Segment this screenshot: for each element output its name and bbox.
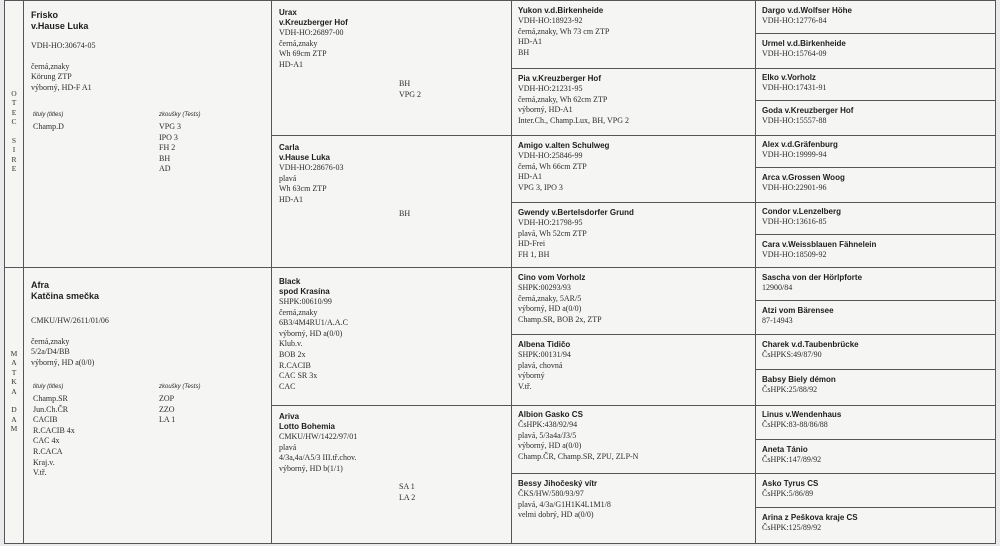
gen3-cell: Pia v.Kreuzberger Hof VDH-HO:21231-95 černá,znaky, Wh 62cm ZTP výborný, HD-A1 Inter.Ch., Champ.Lux, BH, VPG 2	[518, 74, 629, 125]
gen3-cell: Albion Gasko CS ČsHPK:438/92/94 plavá, 5/3a4a/J3/5 výborný, HD a(0/0) Champ.ČR, Champ.SR, ZPU, ZLP-N	[518, 410, 639, 461]
dam-line: černá,znaky	[31, 336, 70, 346]
sire-kennel: v.Hause Luka	[31, 21, 89, 31]
gen3-cell: Bessy Jihočeský vítr ČKS/HW/580/93/97 plavá, 4/3a/G1H1K4L1M1/8 velmi dobrý, HD a(0/0)	[518, 479, 611, 520]
divider	[755, 33, 995, 34]
divider	[511, 334, 995, 335]
sire-line: výborný, HD-F A1	[31, 82, 92, 92]
divider	[755, 439, 995, 440]
divider	[511, 68, 995, 69]
grandparent-cell: Black spod Krasína SHPK:00610/99 černá,znaky 6B3/4M4RU1/A.A.C výborný, HD a(0/0) Klub.v. BOB 2x R.CACIB CAC SR 3x CAC	[279, 277, 348, 391]
grandparent-cell: Carla v.Hause Luka VDH-HO:28676-03 plavá Wh 63cm ZTP HD-A1 BH	[279, 143, 411, 218]
gen3-cell: Albena Tidičo SHPK:00131/94 plavá, chovná výborný V.tř.	[518, 340, 571, 391]
sire-side-label: O T E C S I R E	[11, 89, 17, 174]
gen4-cell: Arca v.Grossen Woog VDH-HO:22901-96	[762, 173, 845, 192]
gen4-cell: Asko Tyrus CS ČsHPK:5/86/89	[762, 479, 819, 498]
divider	[23, 1, 24, 543]
sire-title: Champ.D	[33, 122, 64, 131]
divider	[511, 202, 995, 203]
dam-name: Afra	[31, 280, 50, 290]
exams-label: zkoušky (Tests)	[159, 384, 201, 390]
dam-cell	[25, 277, 269, 541]
dam-reg: CMKU/HW/2611/01/06	[31, 316, 109, 325]
gen4-cell: Condor v.Lenzelberg VDH-HO:13616-85	[762, 207, 841, 226]
titles-label: tituly (titles)	[33, 384, 64, 390]
gen4-cell: Babsy Biely démon ČsHPK:25/88/92	[762, 375, 836, 394]
divider	[755, 300, 995, 301]
dam-exams: ZOP ZZO LA 1	[159, 394, 176, 425]
gen3-cell: Yukon v.d.Birkenheide VDH-HO:18923-92 černá,znaky, Wh 73 cm ZTP HD-A1 BH	[518, 6, 610, 57]
dam-titles: Champ.SR Jun.Ch.ČR CACIB R.CACIB 4x CAC 4x R.CACA Kraj.v. V.tř.	[33, 394, 75, 478]
gen4-cell: Dargo v.d.Wolfser Höhe VDH-HO:12776-84	[762, 6, 852, 25]
gen4-cell: Linus v.Wendenhaus ČsHPK:83-88/86/88	[762, 410, 842, 429]
divider	[271, 1, 272, 543]
divider	[755, 507, 995, 508]
divider	[271, 405, 995, 406]
gen4-cell: Goda v.Kreuzberger Hof VDH-HO:15557-88	[762, 106, 854, 125]
dam-line: 5/2a/D4/BB	[31, 347, 70, 357]
gen4-cell: Charek v.d.Taubenbrücke ČsHPKS:49/87/90	[762, 340, 859, 359]
gen4-cell: Alex v.d.Gräfenburg VDH-HO:19999-94	[762, 140, 838, 159]
grandparent-cell: Urax v.Kreuzberger Hof VDH-HO:26897-00 černá,znaky Wh 69cm ZTP HD-A1 BH VPG 2	[279, 8, 422, 99]
gen3-cell: Cino vom Vorholz SHPK:00293/93 černá,znaky, 5AR/5 výborný, HD a(0/0) Champ.SR, BOB 2x, ZTP	[518, 273, 602, 324]
divider	[271, 135, 995, 136]
dam-side-label: M A T K A D A M	[10, 349, 18, 434]
gen4-cell: Elko v.Vorholz VDH-HO:17431-91	[762, 73, 827, 92]
sire-cell	[25, 7, 269, 265]
divider	[755, 369, 995, 370]
divider	[755, 100, 995, 101]
sire-reg: VDH-HO:30674-05	[31, 41, 96, 50]
divider	[5, 267, 995, 268]
gen3-cell: Amigo v.alten Schulweg VDH-HO:25846-99 černá, Wh 66cm ZTP HD-A1 VPG 3, IPO 3	[518, 141, 610, 192]
divider	[755, 167, 995, 168]
pedigree-sheet	[4, 0, 996, 544]
gen4-cell: Sascha von der Hörlpforte 12900/84	[762, 273, 863, 292]
divider	[755, 234, 995, 235]
gen4-cell: Urmel v.d.Birkenheide VDH-HO:15764-09	[762, 39, 846, 58]
dam-kennel: Katčina smečka	[31, 291, 100, 301]
grandparent-cell: Ariva Lotto Bohemia CMKU/HW/1422/97/01 plavá 4/3a,4a/A5/3 III.tř.chov. výborný, HD b(1/1) SA 1 LA 2	[279, 412, 416, 502]
gen4-cell: Atzi vom Bärensee 87-14943	[762, 306, 834, 325]
gen4-cell: Arina z Peškova kraje CS ČsHPK:125/89/92	[762, 513, 858, 532]
sire-line: Körung ZTP	[31, 72, 72, 82]
sire-exams: VPG 3 IPO 3 FH 2 BH AD	[159, 122, 182, 174]
gen3-cell: Gwendy v.Bertelsdorfer Grund VDH-HO:21798-95 plavá, Wh 52cm ZTP HD-Frei FH 1, BH	[518, 208, 634, 259]
sire-name: Frisko	[31, 10, 59, 20]
gen4-cell: Cara v.Weissblauen Fähnelein VDH-HO:18509-92	[762, 240, 877, 259]
sire-line: černá,znaky	[31, 61, 70, 71]
divider	[511, 473, 995, 474]
dam-line: výborný, HD a(0/0)	[31, 357, 95, 367]
exams-label: zkoušky (Tests)	[159, 112, 201, 118]
titles-label: tituly (titles)	[33, 112, 64, 118]
gen4-cell: Aneta Tánio ČsHPK:147/89/92	[762, 445, 822, 464]
